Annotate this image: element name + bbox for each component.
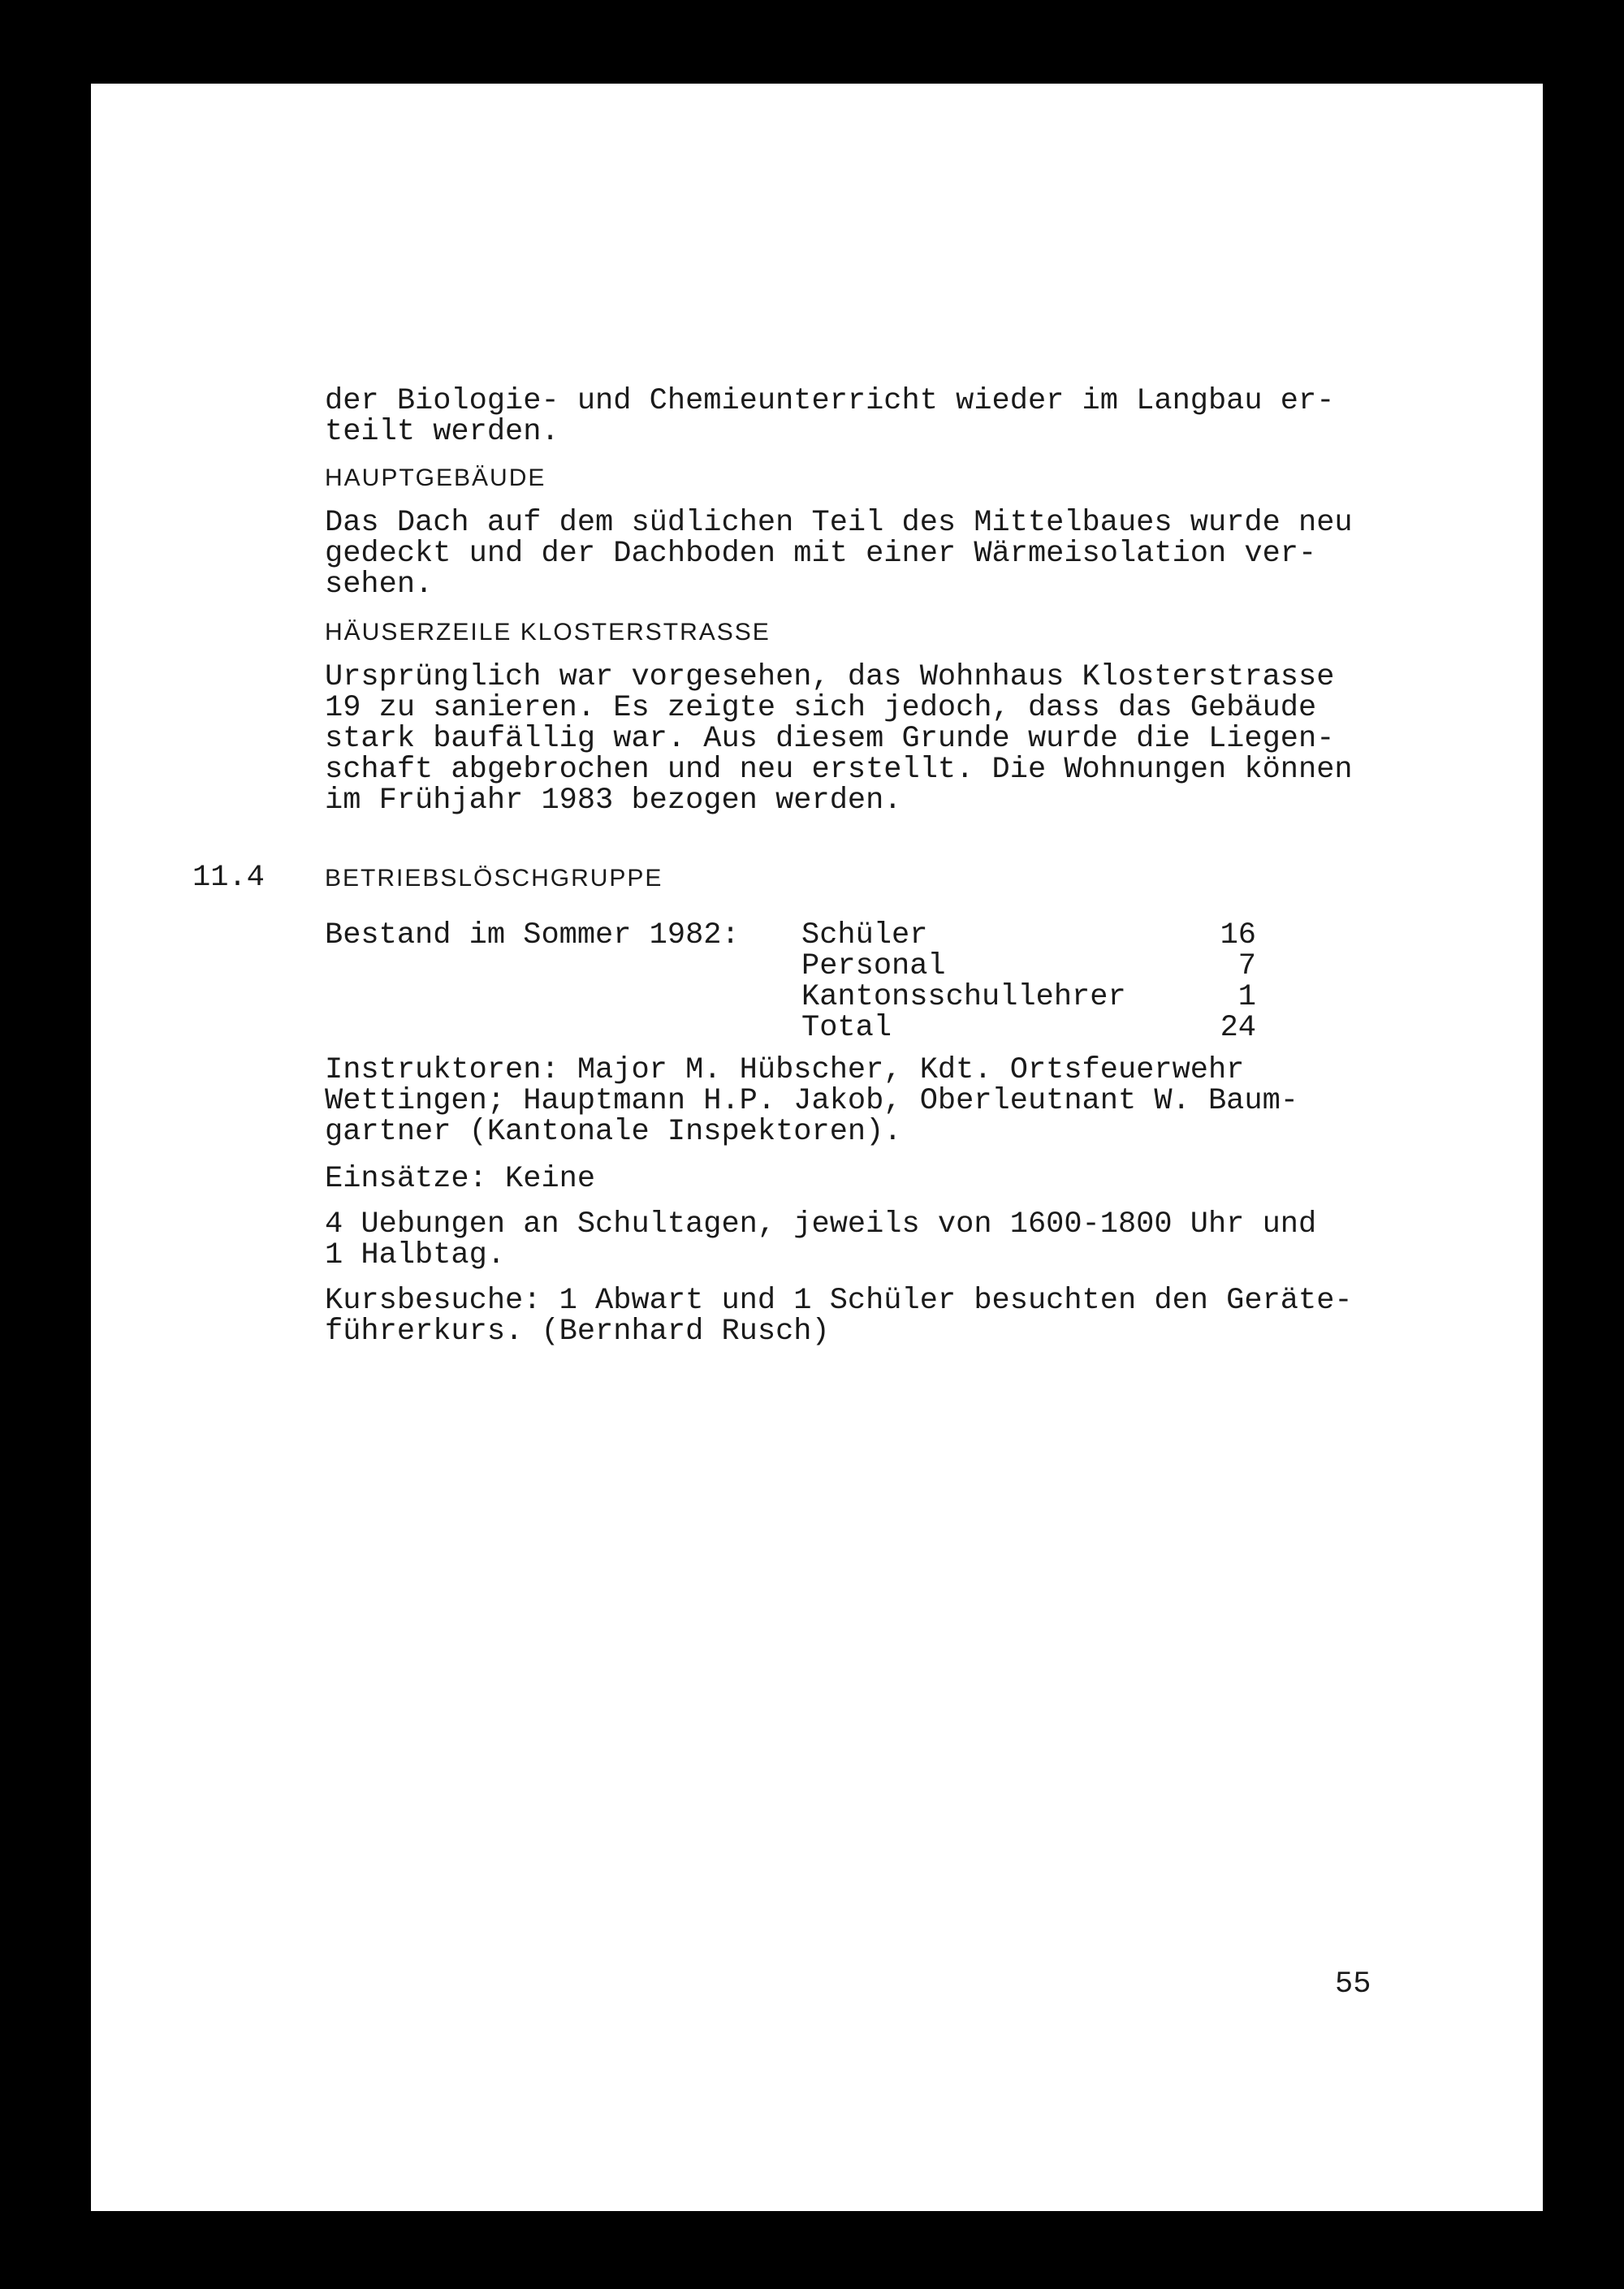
- text-line: Das Dach auf dem südlichen Teil des Mittelbaues wurde neu: [325, 506, 1353, 540]
- text-line: teilt werden.: [325, 415, 559, 449]
- staff-role: Kantonsschullehrer: [801, 980, 1126, 1014]
- staff-label: Bestand im Sommer 1982:: [325, 918, 740, 952]
- document-page: [91, 84, 1543, 2211]
- text-line: gedeckt und der Dachboden mit einer Wärmeisolation ver-: [325, 537, 1317, 571]
- staff-count: 7: [1237, 949, 1256, 983]
- text-line: Ursprünglich war vorgesehen, das Wohnhaus Klosterstrasse: [325, 660, 1335, 694]
- text-line: im Frühjahr 1983 bezogen werden.: [325, 784, 902, 818]
- text-line: Einsätze: Keine: [325, 1162, 596, 1196]
- text-line: Kursbesuche: 1 Abwart und 1 Schüler besuchten den Geräte-: [325, 1284, 1353, 1318]
- staff-count: 16: [1220, 918, 1256, 952]
- paragraph-instruktoren: [325, 1055, 1478, 1147]
- staff-row: [801, 982, 1256, 1013]
- text-line: schaft abgebrochen und neu erstellt. Die Wohnungen können: [325, 753, 1353, 787]
- heading-haeuserzeile: HÄUSERZEILE KLOSTERSTRASSE: [325, 619, 771, 646]
- text-line: Wettingen; Hauptmann H.P. Jakob, Oberleutnant W. Baum-: [325, 1084, 1298, 1118]
- section-heading: BETRIEBSLÖSCHGRUPPE: [325, 865, 663, 892]
- staff-count: 24: [1220, 1011, 1256, 1045]
- text-line: 1 Halbtag.: [325, 1238, 506, 1272]
- page-number: 55: [1335, 1967, 1371, 2002]
- paragraph-einsaetze: [325, 1164, 1478, 1194]
- staff-role: Schüler: [801, 918, 928, 952]
- heading-hauptgebaeude: HAUPTGEBÄUDE: [325, 464, 546, 491]
- text-line: 4 Uebungen an Schultagen, jeweils von 1600-1800 Uhr und: [325, 1207, 1317, 1242]
- text-line: führerkurs. (Bernhard Rusch): [325, 1315, 830, 1349]
- intro-paragraph: [325, 386, 1478, 447]
- staff-row: [801, 920, 1256, 951]
- paragraph-uebungen: [325, 1209, 1478, 1271]
- text-line: stark baufällig war. Aus diesem Grunde wurde die Liegen-: [325, 722, 1335, 756]
- text-line: sehen.: [325, 568, 434, 602]
- text-line: der Biologie- und Chemieunterricht wieder im Langbau er-: [325, 384, 1335, 418]
- staff-row: [801, 1013, 1256, 1043]
- section-number: 11.4: [192, 861, 265, 895]
- staff-row: [801, 951, 1256, 982]
- paragraph-haeuserzeile: [325, 662, 1478, 816]
- paragraph-hauptgebaeude: [325, 507, 1478, 600]
- staff-role: Total: [801, 1011, 892, 1045]
- staff-role: Personal: [801, 949, 946, 983]
- staff-count: 1: [1237, 980, 1256, 1014]
- text-line: gartner (Kantonale Inspektoren).: [325, 1115, 902, 1149]
- text-line: 19 zu sanieren. Es zeigte sich jedoch, dass das Gebäude: [325, 691, 1317, 725]
- staff-table: [325, 920, 1299, 1050]
- text-line: Instruktoren: Major M. Hübscher, Kdt. Ortsfeuerwehr: [325, 1053, 1245, 1087]
- paragraph-kursbesuche: [325, 1285, 1478, 1347]
